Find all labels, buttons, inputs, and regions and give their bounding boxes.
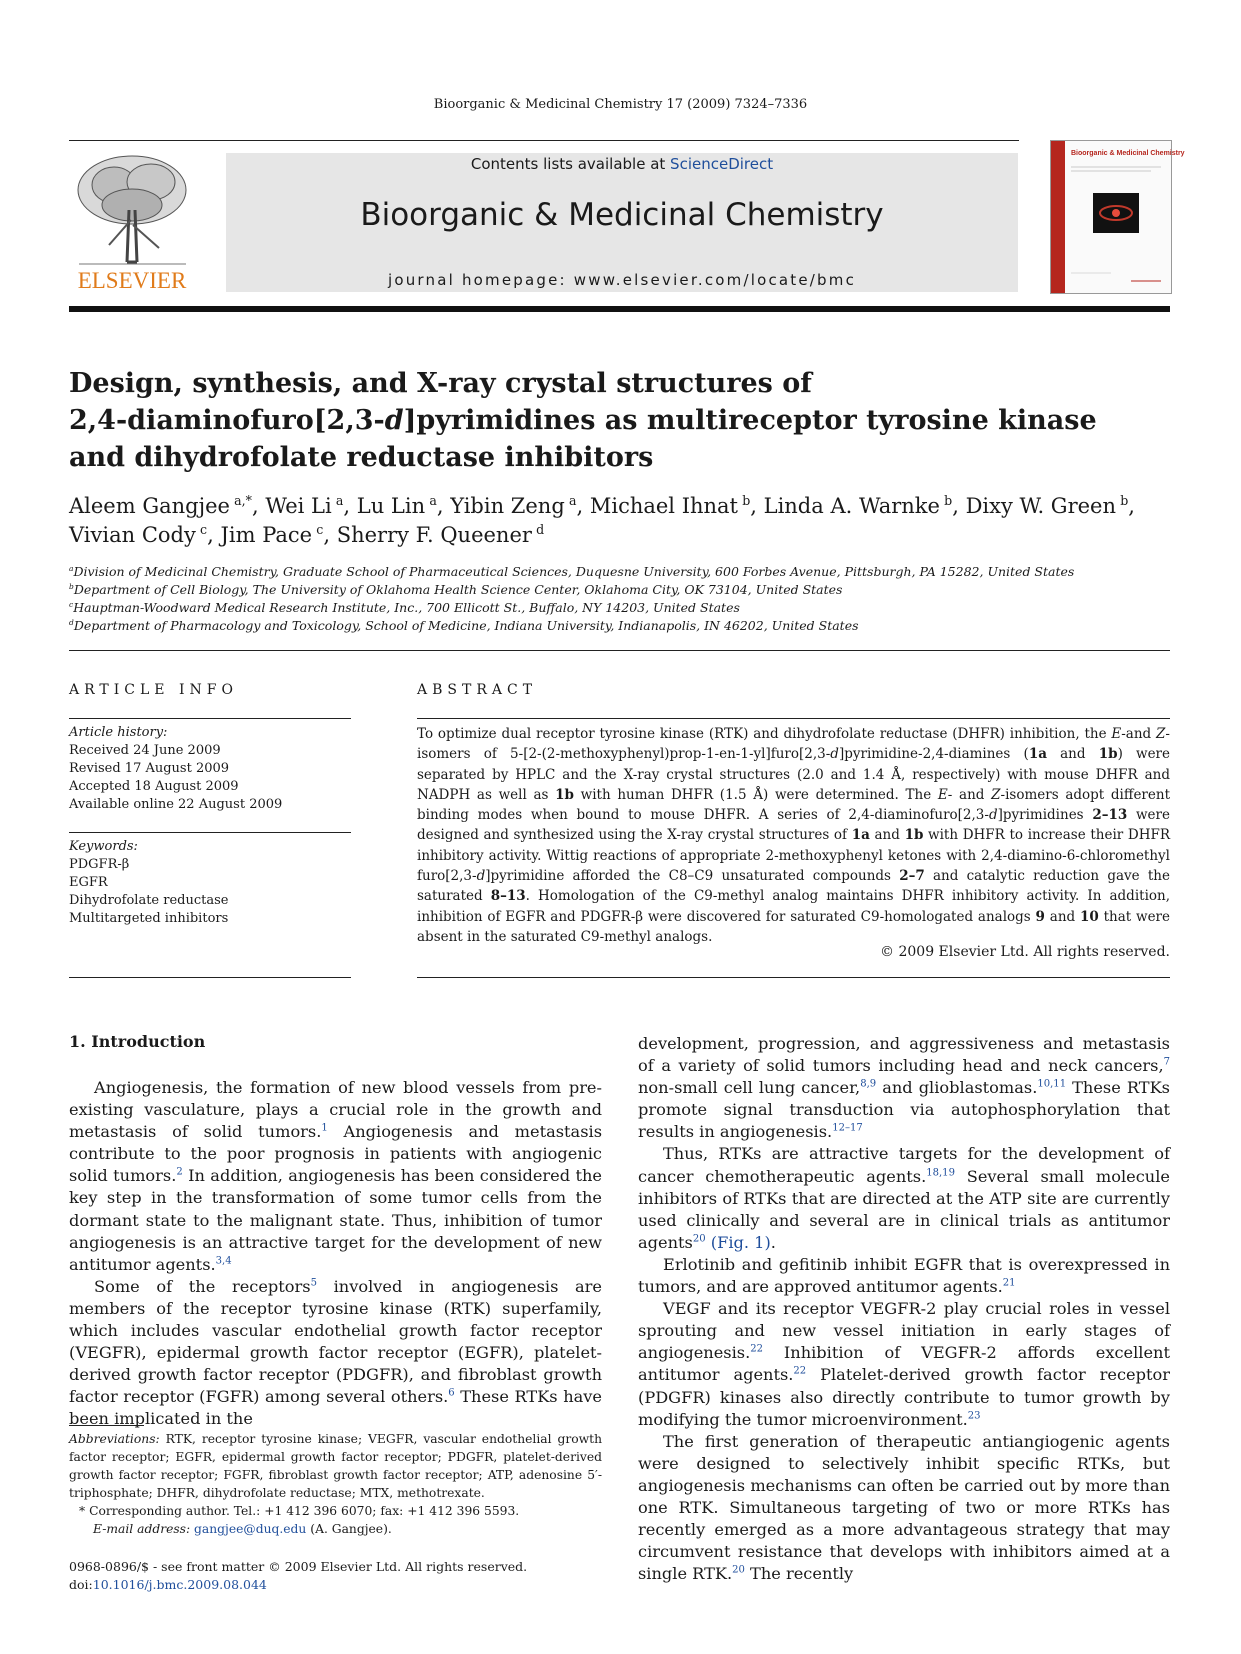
title-line-2: 2,4-diaminofuro[2,3-d]pyrimidines as multireceptor tyrosine kinase <box>69 405 1097 436</box>
figure-1-link[interactable]: (Fig. 1) <box>710 1232 771 1252</box>
email-footnote: E-mail address: gangjee@duq.edu (A. Gangjee). <box>93 1522 392 1536</box>
reference-link[interactable]: 10,11 <box>1037 1078 1067 1090</box>
reference-link[interactable]: 22 <box>793 1366 807 1378</box>
abstract-copyright: © 2009 Elsevier Ltd. All rights reserved. <box>880 944 1170 960</box>
cover-title: Bioorganic & Medicinal Chemistry <box>1071 150 1185 157</box>
journal-citation: Bioorganic & Medicinal Chemistry 17 (2009) 7324–7336 <box>433 97 808 112</box>
contents-line <box>226 155 1018 173</box>
abstract-rule <box>417 718 1170 719</box>
author-affiliation-mark: a <box>568 493 577 508</box>
affiliation-line: $^c$Hauptman-Woodward Medical Research Institute, Inc., 700 Ellicott St., Buffalo, NY 14203, United States <box>69 599 740 615</box>
intro-paragraph-2: Some of the receptors$^5$ involved in angiogenesis are members of the receptor tyrosine kinase (RTK) superfamily, which includes vascular endothelial growth factor receptor (VEGFR), epidermal growth factor receptor (EGFR), platelet-derived growth factor receptor (PDGFR), and fibroblast growth factor receptor (FGFR) among several others.$^6$ These RTKs have been implicated in the <box>69 1276 602 1429</box>
author-affiliation-mark: b <box>944 493 953 508</box>
article-title <box>69 365 1169 476</box>
keyword-item: Multitargeted inhibitors <box>69 911 229 926</box>
history-accepted: Accepted 18 August 2009 <box>69 779 239 794</box>
journal-homepage-link[interactable]: journal homepage: www.elsevier.com/locate/bmc <box>387 271 857 289</box>
corresponding-author-footnote: * Corresponding author. Tel.: +1 412 396 6070; fax: +1 412 396 5593. <box>79 1504 520 1518</box>
history-revised: Revised 17 August 2009 <box>69 761 230 776</box>
elsevier-logo <box>69 150 196 294</box>
intro-paragraph-continued: development, progression, and aggressiveness and metastasis of a variety of solid tumors including head and neck cancers,$^7$ non-small cell lung cancer,$^{8,9}$ and glioblastomas.$^{10,11}$ These RTKs promote signal transduction via autophosphorylation that results in angiogenesis.$^{12-17}$ <box>638 1034 1170 1142</box>
masthead-thick-rule <box>69 306 1170 312</box>
reference-link[interactable]: 2 <box>176 1166 183 1178</box>
author-affiliation-mark: b <box>1120 493 1129 508</box>
doi-link[interactable]: 10.1016/j.bmc.2009.08.044 <box>92 1577 267 1592</box>
article-info-rule <box>69 718 351 719</box>
elsevier-wordmark: ELSEVIER <box>77 268 187 293</box>
author-name[interactable]: Linda A. Warnke <box>763 494 940 518</box>
author-name[interactable]: Yibin Zeng <box>450 494 565 518</box>
intro-paragraph-6: The first generation of therapeutic antiangiogenic agents were designed to selectively inhibit specific RTKs, but angiogenesis mechanisms can often be carried out by more than one RTK. Simultaneous targeting of two or more RTKs has recently emerged as a more advantageous strategy that may circumvent resistance that develops with inhibitors aimed at a single RTK.$^{20}$ The recently <box>638 1431 1170 1584</box>
author-name[interactable]: Aleem Gangjee <box>69 494 230 518</box>
intro-paragraph-5: VEGF and its receptor VEGFR-2 play crucial roles in vessel sprouting and new vessel initiation in early stages of angiogenesis.$^{22}$ Inhibition of VEGFR-2 affords excellent antitumor agents.$^{22}$ Platelet-derived growth factor receptor (PDGFR) kinases also directly contribute to tumor growth by modifying the tumor microenvironment.$^{23}$ <box>638 1299 1170 1429</box>
reference-link[interactable]: 5 <box>310 1277 317 1289</box>
body-column-left <box>69 1077 602 1431</box>
reference-link[interactable]: 1 <box>321 1122 328 1134</box>
doi-line: doi:10.1016/j.bmc.2009.08.044 <box>69 1577 267 1592</box>
title-line-3: and dihydrofolate reductase inhibitors <box>69 442 654 473</box>
reference-link[interactable]: 7 <box>1163 1056 1170 1068</box>
author-name[interactable]: Michael Ihnat <box>589 494 738 518</box>
history-received: Received 24 June 2009 <box>69 743 221 758</box>
journal-name: Bioorganic & Medicinal Chemistry <box>360 197 884 233</box>
issn-line: 0968-0896/$ - see front matter © 2009 Elsevier Ltd. All rights reserved. <box>69 1559 528 1574</box>
reference-link[interactable]: 8,9 <box>860 1078 877 1090</box>
keywords-rule <box>69 832 351 833</box>
introduction-heading: 1. Introduction <box>69 1032 206 1051</box>
journal-cover-thumbnail <box>1050 140 1185 294</box>
author-affiliation-mark: d <box>536 522 545 537</box>
author-affiliation-mark: a <box>335 493 344 508</box>
intro-paragraph-4: Erlotinib and gefitinib inhibit EGFR that is overexpressed in tumors, and are approved antitumor agents.$^{21}$ <box>638 1254 1170 1297</box>
author-name[interactable]: Wei Li <box>265 494 332 518</box>
author-name[interactable]: Lu Lin <box>356 494 426 518</box>
keyword-item: Dihydrofolate reductase <box>69 893 229 908</box>
affiliation-rule <box>69 650 1170 651</box>
top-rule <box>69 140 1019 141</box>
reference-link[interactable]: 23 <box>967 1410 981 1422</box>
author-email-link[interactable]: gangjee@duq.edu <box>194 1522 307 1536</box>
article-info-bottom-rule <box>69 977 351 978</box>
footnote-rule <box>69 1425 144 1426</box>
keywords-label: Keywords: <box>69 839 138 854</box>
reference-link[interactable]: 12–17 <box>832 1122 863 1134</box>
affiliations <box>69 563 1169 635</box>
affiliation-line: $^b$Department of Cell Biology, The University of Oklahoma Health Science Center, Oklahoma City, OK 73104, United States <box>69 581 843 597</box>
author-affiliation-mark: c <box>200 522 208 537</box>
sciencedirect-link[interactable]: ScienceDirect <box>670 155 774 173</box>
abstract-heading: ABSTRACT <box>417 682 538 698</box>
abstract-text: To optimize dual receptor tyrosine kinase (RTK) and dihydrofolate reductase (DHFR) inhibition, the E-and Z-isomers of 5-[2-(2-methoxyphenyl)prop-1-en-1-yl]furo[2,3-d]pyrimidine-2,4-diamines (1a and 1b) were separated by HPLC and the X-ray crystal structures (2.0 and 1.4 Å, respectively) with mouse DHFR and NADPH as well as 1b with human DHFR (1.5 Å) were determined. The E- and Z-isomers adopt different binding modes when bound to mouse DHFR. A series of 2,4-diaminofuro[2,3-d]pyrimidines 2–13 were designed and synthesized using the X-ray crystal structures of 1a and 1b with DHFR to increase their DHFR inhibitory activity. Wittig reactions of appropriate 2-methoxyphenyl ketones with 2,4-diamino-6-chloromethyl furo[2,3-d]pyrimidine afforded the C8–C9 unsaturated compounds 2–7 and catalytic reduction gave the saturated 8–13. Homologation of the C9-methyl analog maintains DHFR inhibitory activity. In addition, inhibition of EGFR and PDGFR-β were discovered for saturated C9-homologated analogs 9 and 10 that were absent in the saturated C9-methyl analogs. <box>417 726 1171 945</box>
author-affiliation-mark: a,* <box>234 493 252 508</box>
reference-link[interactable]: 21 <box>1002 1277 1016 1289</box>
journal-banner <box>226 153 1018 292</box>
intro-paragraph-3: Thus, RTKs are attractive targets for the development of cancer chemotherapeutic agents.$^{18,19}$ Several small molecule inhibitors of RTKs that are directed at the ATP site are currently used clinically and several are in clinical trials as antitumor agents$^{20}$ (Fig. 1). <box>638 1144 1170 1252</box>
abstract-bottom-rule <box>417 977 1170 978</box>
keyword-item: PDGFR-β <box>69 857 130 872</box>
page-footer <box>69 1558 669 1594</box>
keywords <box>69 838 351 928</box>
reference-link[interactable]: 20 <box>732 1564 745 1576</box>
reference-link[interactable]: 6 <box>448 1387 455 1399</box>
article-info-heading: ARTICLE INFO <box>69 682 238 698</box>
reference-link[interactable]: 20 <box>692 1233 706 1245</box>
reference-link[interactable]: 22 <box>750 1343 764 1355</box>
reference-link[interactable]: 18,19 <box>926 1167 955 1179</box>
author-name[interactable]: Sherry F. Queener <box>336 523 532 547</box>
elsevier-tree-icon <box>69 150 196 294</box>
history-online: Available online 22 August 2009 <box>69 797 283 812</box>
article-history <box>69 724 351 814</box>
author-affiliation-mark: c <box>316 522 324 537</box>
abbreviations-footnote: Abbreviations: RTK, receptor tyrosine kinase; VEGFR, vascular endothelial growth factor receptor; EGFR, epidermal growth factor receptor; PDGFR, platelet-derived growth factor receptor; FGFR, fibroblast growth factor receptor; ATP, adenosine 5′-triphosphate; DHFR, dihydrofolate reductase; MTX, methotrexate. <box>69 1432 602 1500</box>
author-name[interactable]: Jim Pace <box>220 523 313 547</box>
body-column-right <box>638 1033 1170 1585</box>
author-affiliation-mark: a <box>429 493 437 508</box>
contents-prefix: Contents lists available at <box>470 155 671 173</box>
author-name[interactable]: Vivian Cody <box>69 523 196 547</box>
intro-paragraph-1: Angiogenesis, the formation of new blood vessels from pre-existing vasculature, plays a crucial role in the growth and metastasis of solid tumors.$^1$ Angiogenesis and metastasis contribute to the poor prognosis in patients with angiogenic solid tumors.$^2$ In addition, angiogenesis has been considered the key step in the transformation of some tumor cells from the dormant state to the malignant state. Thus, inhibition of tumor angiogenesis is an attractive target for the development of new antitumor agents.$^{3,4}$ <box>69 1078 602 1274</box>
author-list: Aleem Gangjee $^{a,*}$, Wei Li $^a$, Lu Lin $^a$, Yibin Zeng $^a$, Michael Ihnat $^b$, Linda A. Warnke $^b$, Dixy W. Green $^b$, Vivian Cody $^c$, Jim Pace $^c$, Sherry F. Queener $^d$ <box>69 493 1135 547</box>
reference-link[interactable]: 3,4 <box>215 1255 232 1267</box>
affiliation-line: $^d$Department of Pharmacology and Toxicology, School of Medicine, Indiana University, Indianapolis, IN 46202, United States <box>69 617 859 633</box>
history-label: Article history: <box>69 725 168 740</box>
footnotes <box>69 1430 602 1538</box>
cover-image-icon <box>1051 141 1185 293</box>
author-affiliation-mark: b <box>742 493 751 508</box>
affiliation-line: $^a$Division of Medicinal Chemistry, Graduate School of Pharmaceutical Sciences, Duquesne University, 600 Forbes Avenue, Pittsburgh, PA 15282, United States <box>69 563 1075 579</box>
title-line-1: Design, synthesis, and X-ray crystal structures of <box>69 368 812 399</box>
author-name[interactable]: Dixy W. Green <box>965 494 1116 518</box>
keyword-item: EGFR <box>69 875 108 890</box>
